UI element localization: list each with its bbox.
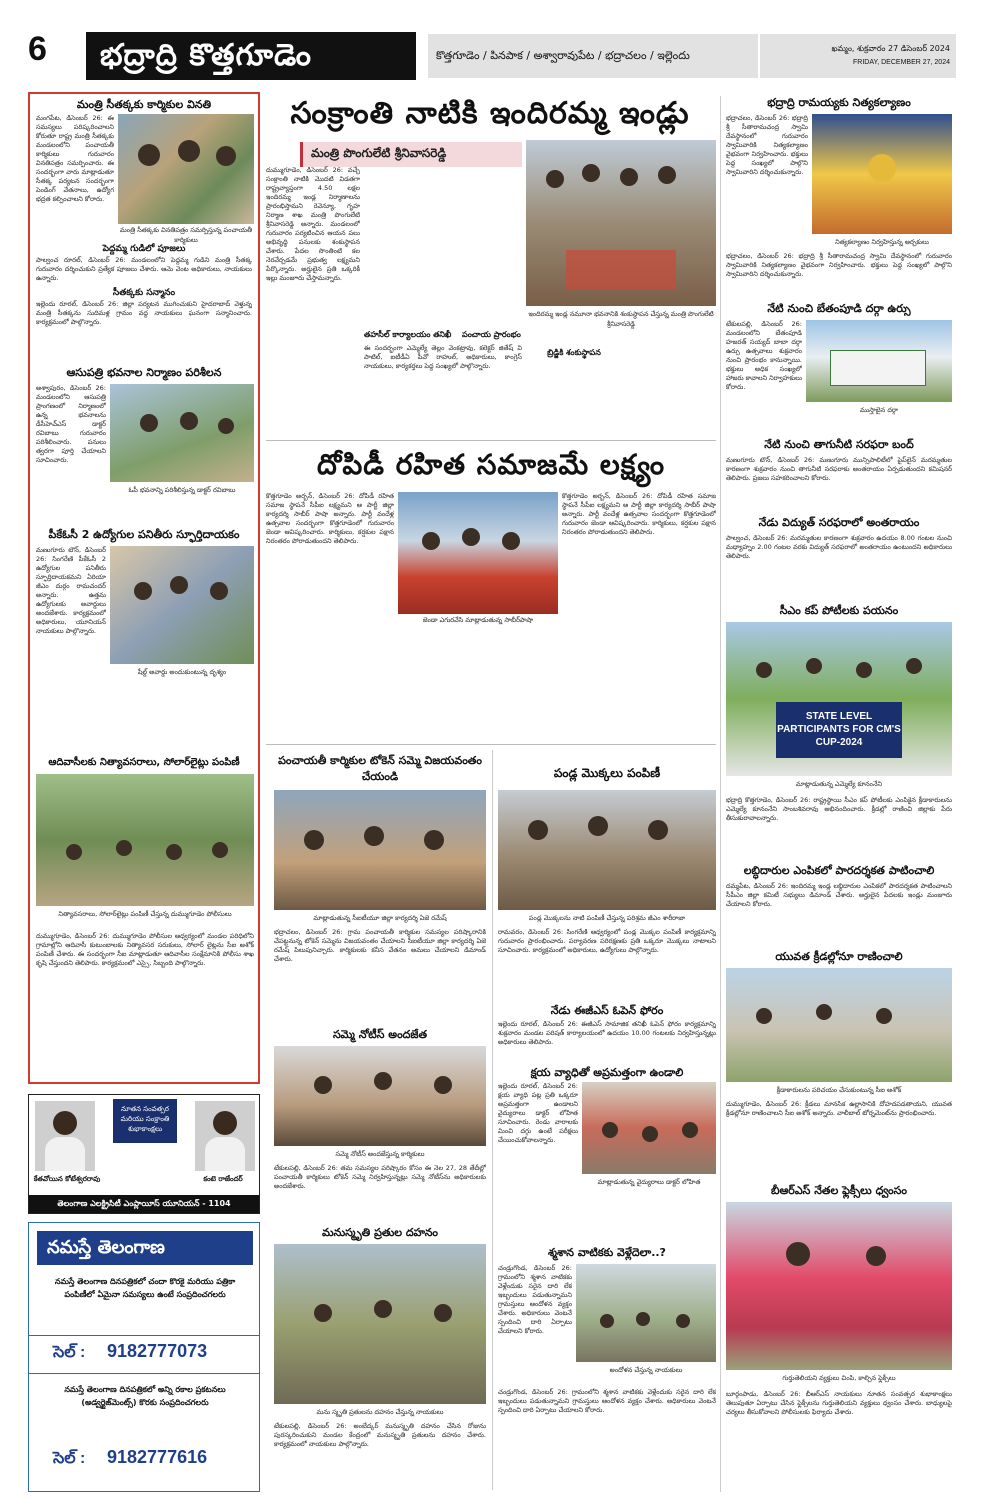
article-headline: నేటి నుంచి తాగునీటి సరఫరా బంద్ — [764, 438, 914, 451]
article-body: చండ్రుగొండ, డిసెంబర్ 26: గ్రామంలోని శ్మశాన వాటికకు వెళ్లేందుకు సరైన దారి లేక ఇబ్బందులు పడుతున్నామని గ్రామస్తులు ఆందోళన వ్యక్తం చేశారు. అధికారులు వెంటనే స్పందించి దారి ఏర్పాటు చేయాలని కోరారు. — [498, 1264, 572, 1335]
photo-caption: ఇందిరమ్మ ఇండ్ల నమూనా భవనానికి శంకుస్థాపన చేస్తున్న మంత్రి పొంగులేటి శ్రీనివాసరెడ్డి — [528, 310, 714, 328]
photo-caption: ముస్తాబైన దర్గా — [859, 406, 898, 414]
article-body: బూర్గంపాడు, డిసెంబర్ 26: బీఆర్ఎస్ నాయకులు నూతన సంవత్సర శుభాకాంక్షలు తెలుపుతూ ఏర్పాటు చేసిన ఫ్లెక్సీలను గుర్తుతెలియని వ్యక్తులు ధ్వంసం చేశారు. బాధ్యులపై చర్యలు తీసుకోవాలని పోలీసులకు ఫిర్యాదు చేశారు. — [726, 1390, 952, 1416]
ad-union-banner: తెలంగాణ ఎలక్ట్రిసిటీ ఎంప్లాయీస్ యూనియన్ - 1104 — [29, 1195, 259, 1213]
ad-name: కంటె రాజేందర్ — [203, 1175, 243, 1183]
paper-advertisement — [28, 1222, 260, 1492]
news-photo — [274, 790, 486, 910]
sub-headline: బ్రిడ్జికి శంకుస్థాపన — [547, 348, 601, 357]
article-headline: పీకేఓసీ 2 ఉద్యోగుల పనితీరు స్ఫూర్తిదాయకం — [48, 528, 240, 541]
ad-text: నమస్తే తెలంగాణ దినపత్రికలో చందా కొరకై మరియు పత్రికా పంపిణీలో ఏమైనా సమస్యలు ఉంటే సంప్రదించగలరు — [54, 1277, 236, 1299]
news-photo — [526, 140, 716, 306]
article-headline: సీఎం కప్ పోటీలకు పయనం — [779, 604, 899, 617]
article-body: చండ్రుగొండ, డిసెంబర్ 26: గ్రామంలోని శ్మశాన వాటికకు వెళ్లేందుకు సరైన దారి లేక ఇబ్బందులు పడుతున్నామని గ్రామస్తులు ఆందోళన వ్యక్తం చేశారు. అధికారులు వెంటనే స్పందించి దారి ఏర్పాటు చేయాలని కోరారు. — [498, 1388, 716, 1414]
news-photo — [118, 114, 254, 224]
photo-caption: జెండా ఎగురవేసి మాట్లాడుతున్న సాబీర్‌పాషా — [422, 616, 534, 624]
photo-caption: క్రీడాకారులను పరిచయం చేసుకుంటున్న సీఐ అశోక్ — [776, 1086, 902, 1094]
article-body: భద్రాచలం, డిసెంబర్ 26: భద్రాద్రి శ్రీ సీతారామచంద్ర స్వామి దేవస్థానంలో గురువారం స్వామివారికి నిత్యకల్యాణం వైభవంగా నిర్వహించారు. భక్తులు పెద్ద సంఖ్యలో పాల్గొని స్వామివారిని దర్శించుకున్నారు. — [726, 114, 808, 176]
article-body: భద్రాద్రి కొత్తగూడెం, డిసెంబర్ 26: రాష్ట్రస్థాయి సీఎం కప్ పోటీలకు ఎంపికైన క్రీడాకారులను ఎమ్మెల్యే కూనంనేని సాంబశివరావు అభినందించారు. క్రీడల్లో రాణించి జిల్లాకు పేరు తీసుకురావాలన్నారు. — [726, 796, 952, 822]
article-body: దుమ్ముగూడెం, డిసెంబర్ 26: క్రీడలు మానసిక ఉల్లాసానికి దోహదపడతాయని, యువత క్రీడల్లోనూ రాణించాలని సీఐ అశోక్ అన్నారు. వాలీబాల్ టోర్నమెంట్‌ను ప్రారంభించారు. — [726, 1100, 952, 1117]
article-body: దుమ్ముగూడెం, డిసెంబర్ 26: దుమ్ముగూడెం పోలీసుల ఆధ్వర్యంలో మండల పరిధిలోని గ్రామాల్లోని ఆదివాసీ కుటుంబాలకు నిత్యావసర సరుకులు, సోలార్ లైట్లను సీఐ అశోక్ పంపిణీ చేశారు. ఈ సందర్భంగా సీఐ మాట్లాడుతూ ఆదివాసీల సంక్షేమానికి పోలీసు శాఖ కృషి చేస్తుందని తెలిపారు. కార్యక్రమంలో ఎస్సై, సిబ్బంది పాల్గొన్నారు. — [36, 932, 254, 967]
article-headline: నేడు విద్యుత్ సరఫరాలో అంతరాయం — [758, 516, 920, 529]
ad-greeting: నూతన సంవత్సర మరియు సంక్రాంతి శుభాకాంక్షలు — [113, 1099, 177, 1143]
date-english: FRIDAY, DECEMBER 27, 2024 — [852, 59, 950, 66]
article-body: దమ్మపేట, డిసెంబర్ 26: ఇందిరమ్మ ఇండ్ల లబ్ధిదారుల ఎంపికలో పారదర్శకత పాటించాలని సీపీఎం జిల్లా కమిటీ సభ్యులు డిమాండ్ చేశారు. అర్హులైన పేదలకు ఇండ్లు మంజూరు చేయాలని కోరారు. — [726, 882, 952, 908]
sub-headline: తహసీల్ కార్యాలయం తనిఖీ — [364, 330, 452, 339]
news-photo — [726, 968, 952, 1082]
edition-places: కొత్తగూడెం / పినపాక / అశ్వారావుపేట / భద్రాచలం / ఇల్లెందు — [428, 34, 758, 78]
sub-headline: పంచాయ ప్రారంభం — [462, 330, 521, 339]
article-body: మణుగూరు టౌన్, డిసెంబర్ 26: మణుగూరు మున్సిపాలిటీలో పైప్‌లైన్ మరమ్మతుల కారణంగా శుక్రవారం నుంచి తాగునీటి సరఫరాకు అంతరాయం ఏర్పడుతుందని కమిషనర్ తెలిపారు. ప్రజలు సహకరించాలని కోరారు. — [726, 456, 952, 482]
article-body: ఈ సందర్భంగా ఎమ్మెల్యే తెల్లం వెంకట్రావు, కలెక్టర్ జితేష్ వి పాటిల్, ఐటీడీఏ పీవో రాహుల్, అధికారులు, కాంగ్రెస్ నాయకులు, కార్యకర్తలు పెద్ద సంఖ్యలో పాల్గొన్నారు. — [364, 344, 522, 370]
left-column — [28, 92, 260, 1084]
article-body: టేకులపల్లి, డిసెంబర్ 26: తమ సమస్యల పరిష్కారం కోసం ఈ నెల 27, 28 తేదీల్లో పంచాయతీ కార్మికులు టోకెన్ సమ్మె నిర్వహిస్తున్నట్లు సమ్మె నోటీస్‌ను అధికారులకు అందజేశారు. — [274, 1164, 486, 1190]
article-body: మణుగూరు టౌన్, డిసెంబర్ 26: సింగరేణి పీకేఓసీ 2 ఉద్యోగుల పనితీరు స్ఫూర్తిదాయకమని ఏరియా జీఎం దుర్గం రామచందర్ అన్నారు. ఉత్తమ ఉద్యోగులకు అవార్డులు అందజేశారు. కార్యక్రమంలో అధికారులు, యూనియన్ నాయకులు పాల్గొన్నారు. — [36, 546, 106, 635]
article-headline: దోపిడీ రహిత సమాజమే లక్ష్యం — [316, 448, 666, 481]
brand-logo: నమస్తే తెలంగాణ — [37, 1231, 253, 1265]
news-photo — [576, 1264, 716, 1362]
article-body: దుమ్ముగూడెం, డిసెంబర్ 26: వచ్చే సంక్రాంతి నాటికి మొదటి విడతగా రాష్ట్రవ్యాప్తంగా 4.50 లక్షల ఇందిరమ్మ ఇండ్ల నిర్మాణాలను ప్రారంభిస్తామని రెవెన్యూ, గృహ నిర్మాణ శాఖ మంత్రి పొంగులేటి శ్రీనివాసరెడ్డి అన్నారు. మండలంలో గురువారం పర్యటించిన ఆయన పలు అభివృద్ధి పనులకు శంకుస్థాపన చేశారు. పేదల సొంతింటి కల నెరవేర్చడమే ప్రభుత్వ లక్ష్యమని పేర్కొన్నారు. అర్హులైన ప్రతి ఒక్కరికీ ఇల్లు మంజూరు చేస్తామన్నారు. — [266, 166, 360, 282]
article-headline: భద్రాద్రి రామయ్యకు నిత్యకల్యాణం — [767, 96, 911, 109]
date-telugu: ఖమ్మం, శుక్రవారం 27 డిసెంబర్ 2024 — [831, 44, 950, 53]
photo-caption: షీల్డ్ అవార్డు అందుకుంటున్న దృశ్యం — [137, 668, 227, 676]
lead-headline: సంక్రాంతి నాటికి ఇందిరమ్మ ఇండ్లు — [290, 96, 690, 131]
greeting-advertisement — [28, 1094, 260, 1214]
article-headline: యువత క్రీడల్లోనూ రాణించాలి — [775, 950, 903, 963]
article-headline: మనుస్మృతి ప్రతుల దహనం — [322, 1226, 438, 1239]
news-photo — [110, 546, 254, 664]
photo-caption: సమ్మె నోటీస్ అందజేస్తున్న కార్మికులు — [335, 1150, 425, 1158]
photo-caption: ఓపీ భవనాన్ని పరిశీలిస్తున్న డాక్టర్ రవిబాబు — [128, 486, 236, 494]
article-body: కొత్తగూడెం అర్బన్, డిసెంబర్ 26: దోపిడీ రహిత సమాజ స్థాపనే సీపీఐ లక్ష్యమని ఆ పార్టీ జిల్లా కార్యదర్శి సాబీర్ పాషా అన్నారు. పార్టీ వందేళ్ల ఉత్సవాల సందర్భంగా కొత్తగూడెంలో గురువారం జెండా ఆవిష్కరించారు. కార్మికులు, కర్షకుల పక్షాన నిరంతరం పోరాడుతుందని తెలిపారు. — [266, 492, 394, 545]
news-photo — [36, 774, 254, 906]
article-headline: నేడు ఈజీఎస్ ఓపెన్ ఫోరం — [550, 1004, 664, 1017]
article-body: ఇల్లెందు రూరల్, డిసెంబర్ 26: జిల్లా పర్యటన ముగించుకుని హైదరాబాద్ వెళ్తున్న మంత్రి సీతక్కను సుదిమళ్ల గ్రామం వద్ద నాయకులు ఘనంగా సన్మానించారు. కార్యక్రమంలో పాల్గొన్నారు. — [36, 300, 252, 326]
article-body: అశ్వాపురం, డిసెంబర్ 26: మండలంలోని ఆసుపత్రి ప్రాంగణంలో నిర్మాణంలో ఉన్న భవనాలను డీసీహెచ్ఎస్ డాక్టర్ రవిబాబు గురువారం పరిశీలించారు. పనులు త్వరగా పూర్తి చేయాలని సూచించారు. — [36, 384, 106, 464]
article-headline: పండ్ల మొక్కలు పంపిణీ — [553, 766, 661, 780]
news-photo — [726, 1202, 952, 1370]
article-body: ఇల్లెందు రూరల్, డిసెంబర్ 26: క్షయ వ్యాధి పట్ల ప్రతి ఒక్కరూ అప్రమత్తంగా ఉండాలని వైద్యురాలు డాక్టర్ లోహిత సూచించారు. రెండు వారాలకు మించి దగ్గు ఉంటే పరీక్షలు చేయించుకోవాలన్నారు. — [498, 1082, 578, 1144]
article-headline: క్షయ వ్యాధితో అప్రమత్తంగా ఉండాలి — [530, 1066, 684, 1079]
portrait-photo — [35, 1101, 95, 1171]
phone-number[interactable]: 9182777616 — [107, 1447, 208, 1467]
news-photo — [398, 492, 558, 614]
article-headline: ఆదివాసీలకు నిత్యావసరాలు, సోలార్‌లైట్లు పంపిణీ — [48, 757, 240, 768]
article-headline: మంత్రి సీతక్కకు కార్మికుల వినతి — [76, 98, 212, 111]
ad-text: నమస్తే తెలంగాణ దినపత్రికలో అన్ని రకాల ప్రకటనలు (అడ్వర్టైజ్‌మెంట్స్) కొరకు సంప్రదించగలరు — [64, 1385, 226, 1407]
photo-caption: అందోళన చేస్తున్న నాయకులు — [609, 1366, 683, 1374]
photo-caption: మంత్రి సీతక్కకు వినతిపత్రం సమర్పిస్తున్న పంచాయతీ కార్మికులు — [119, 226, 253, 244]
dateline — [760, 34, 956, 78]
banner-text: STATE LEVEL PARTICIPANTS FOR CM'S CUP-2024 — [776, 702, 902, 758]
article-headline: సమ్మె నోటీస్ అందజేత — [332, 1028, 428, 1041]
news-photo — [806, 320, 952, 402]
cell-label: సెల్ : — [53, 1450, 86, 1467]
news-photo — [274, 1244, 486, 1404]
news-photo — [582, 1082, 716, 1174]
photo-caption: పండ్ల మొక్కలను నాటి పంపిణీ చేస్తున్న పరిశ్రమ జీఎం శారీరాజా — [528, 914, 686, 922]
news-photo — [110, 384, 254, 482]
article-body: పాల్వంచ రూరల్, డిసెంబర్ 26: మండలంలోని పెద్దమ్మ గుడిని మంత్రి సీతక్క గురువారం దర్శించుకుని ప్రత్యేక పూజలు చేశారు. ఆమె వెంట అధికారులు, నాయకులు ఉన్నారు. — [36, 256, 252, 282]
page-number: 6 — [28, 30, 47, 68]
portrait-photo — [195, 1101, 255, 1171]
photo-caption: నిత్యావసరాలు, సోలార్‌లైట్లు పంపిణీ చేస్తున్న దుమ్ముగూడెం పోలీసులు — [58, 910, 232, 918]
photo-caption: మను స్మృతి ప్రతులను దహనం చేస్తున్న నాయకులు — [316, 1408, 444, 1416]
article-body: ఇల్లెందు రూరల్, డిసెంబర్ 26: ఈజీఎస్ సామాజిక తనిఖీ ఓపెన్ ఫోరం కార్యక్రమాన్ని శుక్రవారం మండల పరిషత్ కార్యాలయంలో ఉదయం 10.00 గంటలకు నిర్వహిస్తున్నట్లు అధికారులు తెలిపారు. — [498, 1020, 716, 1046]
photo-caption: నిత్యకల్యాణం నిర్వహిస్తున్న అర్చకులు — [835, 238, 929, 246]
news-photo — [274, 1046, 486, 1146]
photo-caption: మాట్లాడుతున్న సీఐటీయూ జిల్లా కార్యదర్శి ఏజె రమేష్ — [313, 914, 447, 922]
article-headline: నేటి నుంచి బేతంపూడి దర్గా ఉర్సు — [767, 302, 911, 315]
cell-label: సెల్ : — [53, 1344, 86, 1361]
article-headline: బీఆర్ఎస్ నేతల ఫ్లెక్సీలు ధ్వంసం — [771, 1184, 907, 1197]
article-body: భద్రాచలం, డిసెంబర్ 26: గ్రామ పంచాయతీ కార్మికుల సమస్యల పరిష్కారానికి చేపట్టనున్న టోకెన్ సమ్మెను విజయవంతం చేయాలని సీఐటీయూ జిల్లా కార్యదర్శి ఏజె రమేష్ పిలుపునిచ్చారు. కార్మికులకు కనీస వేతనం అమలు చేయాలని డిమాండ్ చేశారు. — [274, 928, 486, 963]
phone-number[interactable]: 9182777073 — [107, 1341, 208, 1361]
article-headline: లబ్ధిదారుల ఎంపికలో పారదర్శకత పాటించాలి — [743, 864, 935, 877]
article-body: రామవరం, డిసెంబర్ 26: సింగరేణి ఆధ్వర్యంలో పండ్ల మొక్కల పంపిణీ కార్యక్రమాన్ని గురువారం ప్రారంభించారు. పర్యావరణ పరిరక్షణకు ప్రతి ఒక్కరూ మొక్కలు నాటాలని సూచించారు. కార్యక్రమంలో అధికారులు, ఉద్యోగులు పాల్గొన్నారు. — [498, 928, 716, 954]
page-title: భద్రాద్రి కొత్తగూడెం — [86, 32, 416, 80]
photo-caption: మాట్లాడుతున్న ఎమ్మెల్యే కూనంనేని — [795, 780, 883, 788]
article-body: టేకులపల్లి, డిసెంబర్ 26: అంబేద్కర్ మనుస్మృతి దహనం చేసిన రోజును పురస్కరించుకుని మండల కేంద్రంలో మనుస్మృతి ప్రతులను దహనం చేశారు. కార్యక్రమంలో నాయకులు పాల్గొన్నారు. — [274, 1422, 486, 1448]
article-headline: ఆసుపత్రి భవనాల నిర్మాణం పరిశీలన — [66, 366, 222, 379]
lead-subhead: మంత్రి పొంగులేటి శ్రీనివాసరెడ్డి — [300, 142, 522, 167]
ad-name: కేతవోయిన కోటేశ్వరరావు — [33, 1175, 101, 1183]
article-body: టేకులపల్లి, డిసెంబర్ 26: మండలంలోని బేతంపూడి హజరత్ సయ్యద్ బాబా దర్గా ఉర్సు ఉత్సవాలు శుక్రవారం నుంచి ప్రారంభం కానున్నాయి. భక్తులు అధిక సంఖ్యలో హాజరు కావాలని నిర్వాహకులు కోరారు. — [726, 320, 802, 391]
article-headline: పంచాయతీ కార్మికుల టోకెన్ సమ్మె విజయవంతం చేయండి — [278, 754, 482, 783]
article-body: పాల్వంచ, డిసెంబర్ 26: మరమ్మతుల కారణంగా శుక్రవారం ఉదయం 8.00 గంటల నుంచి మధ్యాహ్నం 2.00 గంటల వరకు విద్యుత్ సరఫరాలో అంతరాయం ఉంటుందని అధికారులు తెలిపారు. — [726, 534, 952, 560]
news-photo — [726, 622, 952, 776]
sub-headline: సీతక్కకు సన్మానం — [112, 288, 176, 298]
article-headline: శ్మశాన వాటికకు వెళ్లేదెలా..? — [548, 1246, 666, 1259]
article-body: కొత్తగూడెం అర్బన్, డిసెంబర్ 26: దోపిడీ రహిత సమాజ స్థాపనే సీపీఐ లక్ష్యమని ఆ పార్టీ జిల్లా కార్యదర్శి సాబీర్ పాషా అన్నారు. పార్టీ వందేళ్ల ఉత్సవాల సందర్భంగా కొత్తగూడెంలో గురువారం జెండా ఆవిష్కరించారు. కార్మికులు, కర్షకుల పక్షాన నిరంతరం పోరాడుతుందని తెలిపారు. — [562, 492, 716, 536]
photo-caption: మాట్లాడుతున్న వైద్యురాలు డాక్టర్ లోహిత — [597, 1178, 701, 1186]
news-photo — [498, 790, 716, 910]
sub-headline: పెద్దమ్మ గుడిలో పూజలు — [102, 244, 186, 254]
article-body: భద్రాచలం, డిసెంబర్ 26: భద్రాద్రి శ్రీ సీతారామచంద్ర స్వామి దేవస్థానంలో గురువారం స్వామివారికి నిత్యకల్యాణం వైభవంగా నిర్వహించారు. భక్తులు పెద్ద సంఖ్యలో పాల్గొని స్వామివారిని దర్శించుకున్నారు. — [726, 252, 952, 278]
news-photo — [812, 114, 952, 234]
masthead — [0, 0, 981, 92]
article-body: మంగపేట, డిసెంబర్ 26: ఈ సమస్యలు పరిష్కరించాలని కోరుతూ రాష్ట్ర మంత్రి సీతక్కకు మండలంలోని పంచాయతీ కార్మికులు గురువారం వినతిపత్రం సమర్పించారు. ఈ సందర్భంగా వారు మాట్లాడుతూ సీతక్క పర్యటన సందర్భంగా పెండింగ్ వేతనాలు, ఉద్యోగ భద్రత కల్పించాలని కోరారు. — [36, 114, 114, 203]
photo-caption: గుర్తుతెలియని వ్యక్తులు చింపి, కాల్చిన ఫ్లెక్సీలు — [782, 1374, 896, 1382]
